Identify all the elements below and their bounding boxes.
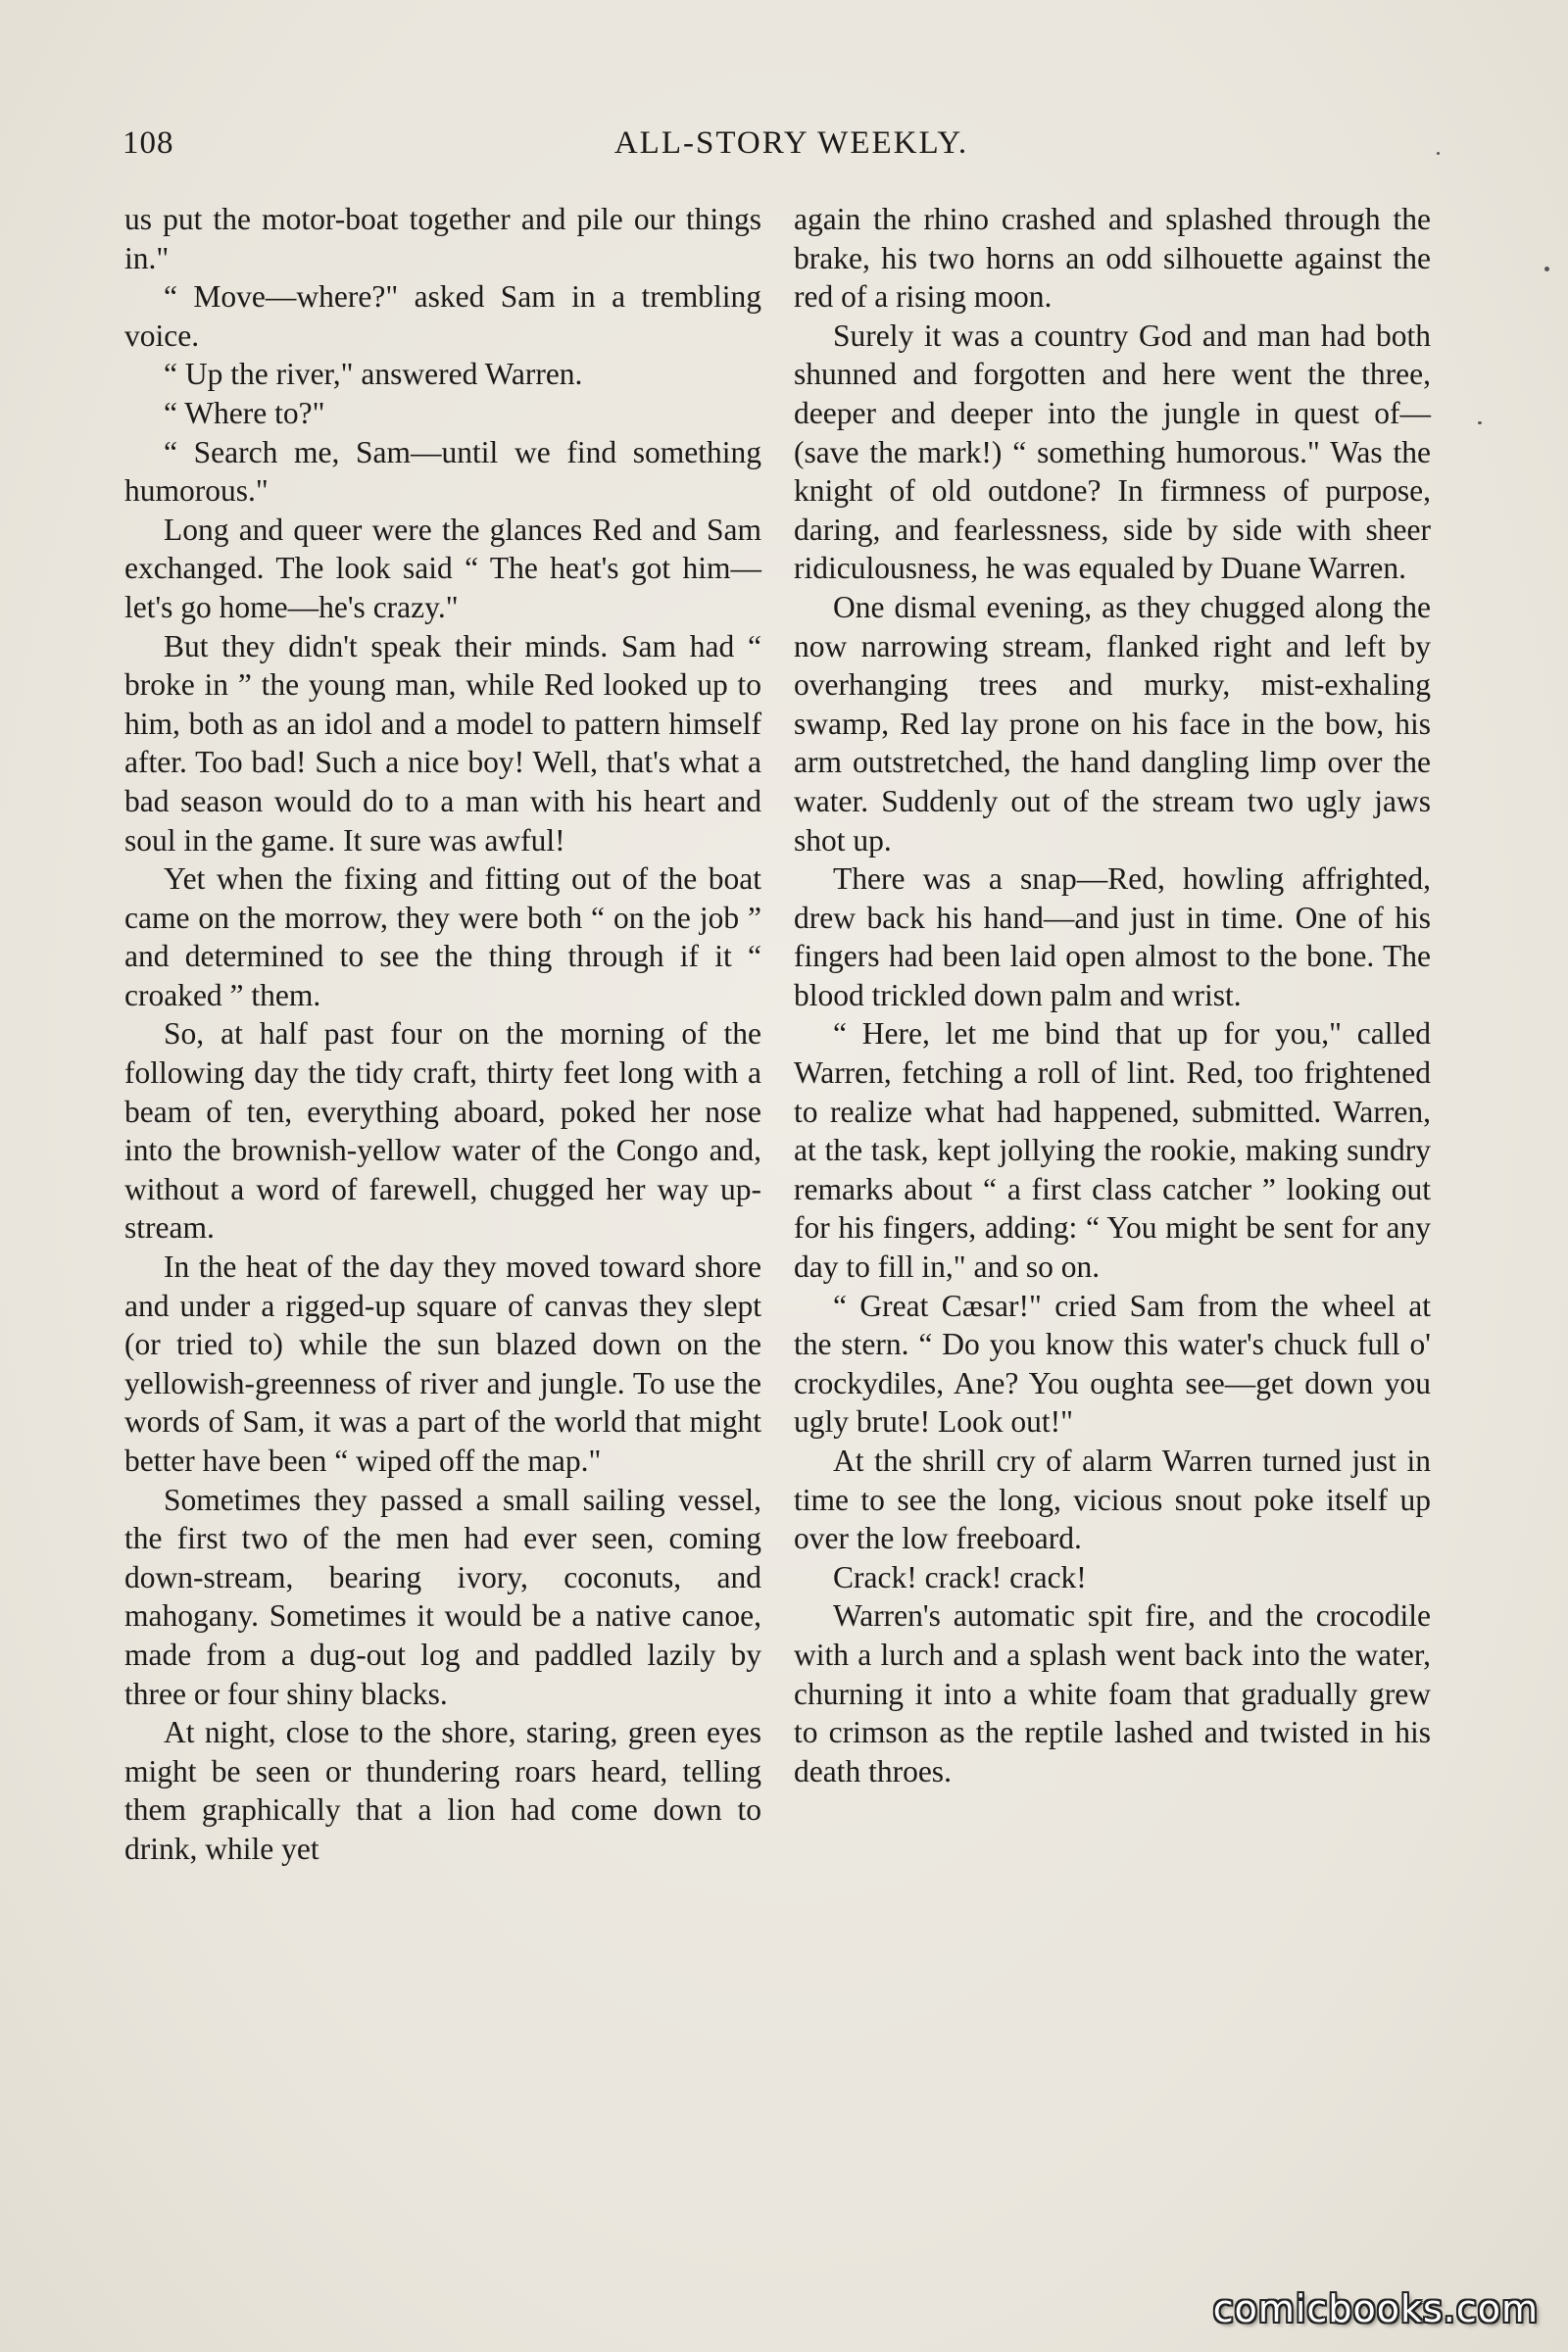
paragraph: One dismal evening, as they chugged along the now narrowing stream, flanked right and left by overhanging trees and murky, mist-exhaling swamp, Red lay prone on his face in the bow, his arm outstretched, the hand dangling limp over the water. Suddenly out of the stream two ugly jaws shot up. [794,589,1431,858]
paragraph: us put the motor-boat together and pile our things in." [124,202,761,275]
page-header-title: ALL-STORY WEEKLY. [613,125,969,161]
paragraph: Yet when the fixing and fitting out of the boat came on the morrow, they were both “ on the job ” and determined to see the thing through if it “ croaked ” them. [124,861,761,1012]
paragraph: again the rhino crashed and splashed through the brake, his two horns an odd silhouette against the red of a rising moon. [794,202,1431,315]
paragraph: At night, close to the shore, staring, green eyes might be seen or thundering roars heard, telling them graphically that a lion had come down to drink, while yet [124,1715,761,1866]
watermark: comicbooks.com [1212,2287,1539,2330]
paragraph: There was a snap—Red, howling affrighted, drew back his hand—and just in time. One of his fingers had been laid open almost to the bone. The blood trickled down palm and wrist. [794,861,1431,1012]
paragraph: Warren's automatic spit fire, and the crocodile with a lurch and a splash went back into the water, churning it into a white foam that gradually grew to crimson as the reptile lashed and twisted in his death throes. [794,1598,1431,1788]
page-number: 108 [122,125,174,161]
running-head [122,125,1460,174]
paragraph: “ Up the river," answered Warren. [164,357,583,392]
left-column [124,200,761,1869]
paragraph: But they didn't speak their minds. Sam had “ broke in ” the young man, while Red looked up to him, both as an idol and a model to pattern himself after. Too bad! Such a nice boy! Well, that's what a bad season would do to a man with his heart and soul in the game. It sure was awful! [124,628,761,858]
paragraph: “ Great Cæsar!" cried Sam from the wheel at the stern. “ Do you know this water's chuck full o' crockydiles, Ane? You oughta see—get down you ugly brute! Look out!" [794,1288,1431,1440]
paper-speck [1544,267,1549,271]
paragraph: At the shrill cry of alarm Warren turned just in time to see the long, vicious snout poke itself up over the low freeboard. [794,1444,1431,1556]
paragraph: Sometimes they passed a small sailing vessel, the first two of the men had ever seen, coming down-stream, bearing ivory, coconuts, and mahogany. Sometimes it would be a native canoe, made from a dug-out log and paddled lazily by three or four shiny blacks. [124,1482,761,1711]
paragraph: In the heat of the day they moved toward shore and under a rigged-up square of canvas they slept (or tried to) while the sun blazed down on the yellowish-greenness of river and jungle. To use the words of Sam, it was a part of the world that might better have been “ wiped off the map." [124,1250,761,1478]
paragraph: “ Here, let me bind that up for you," called Warren, fetching a roll of lint. Red, too frightened to realize what had happened, submitted. Warren, at the task, kept jollying the rookie, making sundry remarks about “ a first class catcher ” looking out for his fingers, adding: “ You might be sent for any day to fill in," and so on. [794,1016,1431,1285]
paragraph: “ Move—where?" asked Sam in a trembling voice. [124,279,761,353]
paper-speck [1437,152,1440,155]
paper-speck [1478,421,1482,424]
paragraph: Surely it was a country God and man had both shunned and forgotten and here went the three, deeper and deeper into the jungle in quest of—(save the mark!) “ something humorous." Was the knight of old outdone? In firmness of purpose, daring, and fearlessness, side by side with sheer ridiculousness, he was equaled by Duane Warren. [794,318,1431,586]
paragraph: “ Search me, Sam—until we find something humorous." [124,434,761,509]
paragraph: So, at half past four on the morning of the following day the tidy craft, thirty feet long with a beam of ten, everything aboard, poked her nose into the brownish-yellow water of the Congo and, without a word of farewell, chugged her way up-stream. [124,1016,761,1246]
right-column [794,200,1431,1790]
paragraph: Crack! crack! crack! [833,1559,1087,1594]
paragraph: Long and queer were the glances Red and Sam exchanged. The look said “ The heat's got him—let's go home—he's crazy." [124,512,761,624]
paragraph: “ Where to?" [164,395,325,430]
